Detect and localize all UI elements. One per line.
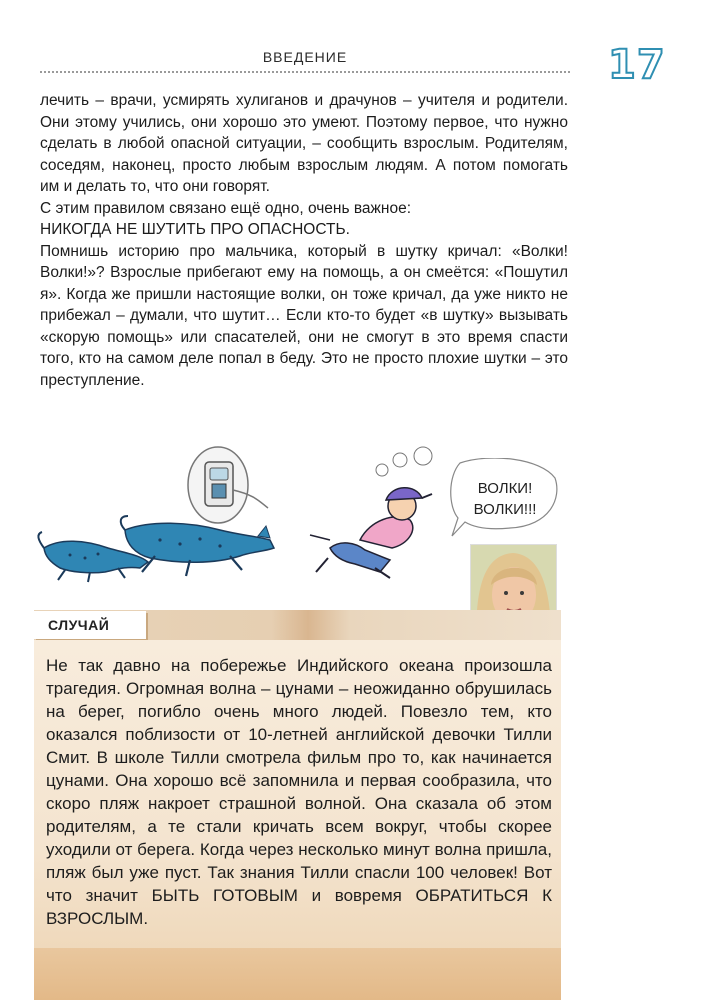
case-emphasis-adults: ОБРАТИТЬСЯ К ВЗРОСЛЫМ — [46, 886, 553, 928]
case-story-footer-band — [34, 948, 561, 1000]
case-text-mid: и вовремя — [297, 886, 416, 905]
rule-statement: НИКОГДА НЕ ШУТИТЬ ПРО ОПАСНОСТЬ. — [40, 221, 350, 238]
intro-paragraph-2: С этим правилом связано ещё одно, очень важное: — [40, 199, 412, 217]
bubble-line-1: ВОЛКИ! — [477, 480, 533, 497]
running-boy-icon — [310, 488, 432, 578]
intro-paragraph-1: лечить – врачи, усмирять хулиганов и драчунов – учителя и родители. Они этому учились, они хорошо это умеют. Поэтому первое, что нужно сделать в любой опасной ситуации, – сообщить взрослым. Родителям, соседям, наконец, просто любым взрослым людям. А потом помогать им и делать то, что они говорят. — [40, 92, 568, 195]
intro-text — [40, 90, 568, 391]
case-emphasis-ready: БЫТЬ ГОТОВЫМ — [151, 886, 298, 905]
bubble-text — [450, 478, 560, 520]
bubble-line-2: ВОЛКИ!!! — [473, 501, 537, 518]
page-number: 17 — [608, 42, 666, 88]
section-header-title: ВВЕДЕНИЕ — [262, 49, 348, 65]
header-dotted-rule — [40, 71, 570, 73]
case-text-end: . — [143, 909, 149, 928]
wall-phone-icon — [188, 447, 268, 523]
case-section-label: СЛУЧАЙ — [48, 617, 110, 633]
wolf-large-icon — [121, 516, 274, 576]
intro-paragraph-3: Помнишь историю про мальчика, который в шутку кричал: «Волки! Волки!»? Взрослые прибегают ему на помощь, а он смеётся: «Пошутил я». Когда же пришли настоящие волки, он тоже кричал, да уже никто не прибежал – думали, что шутит… Если кто-то будет «в шутку» вызывать «скорую помощь» или спасателей, они не смогут в это время спасти того, кто на самом деле попал в беду. Это не просто плохие шутки – это преступление. — [40, 242, 568, 389]
case-story-text — [46, 654, 552, 930]
case-text-main: Не так давно на побережье Индийского океана произошла трагедия. Огромная волна – цунами – неожиданно обрушилась на берег, погибло очень много людей. Повезло тем, кто оказался поблизости от 10-летней английской девочки Тилли Смит. В школе Тилли смотрела фильм про то, как начинается цунами. Она хорошо всё запомнила и первая сообразила, что скоро пляж накроет страшной волной. Она сказала об этом родителям, а те стали кричать всем вокруг, чтобы скорее уходили от берега. Когда через несколько минут волна пришла, пляж был уже пуст. Так знания Тилли спасли 100 человек! Вот что значит — [46, 656, 552, 905]
